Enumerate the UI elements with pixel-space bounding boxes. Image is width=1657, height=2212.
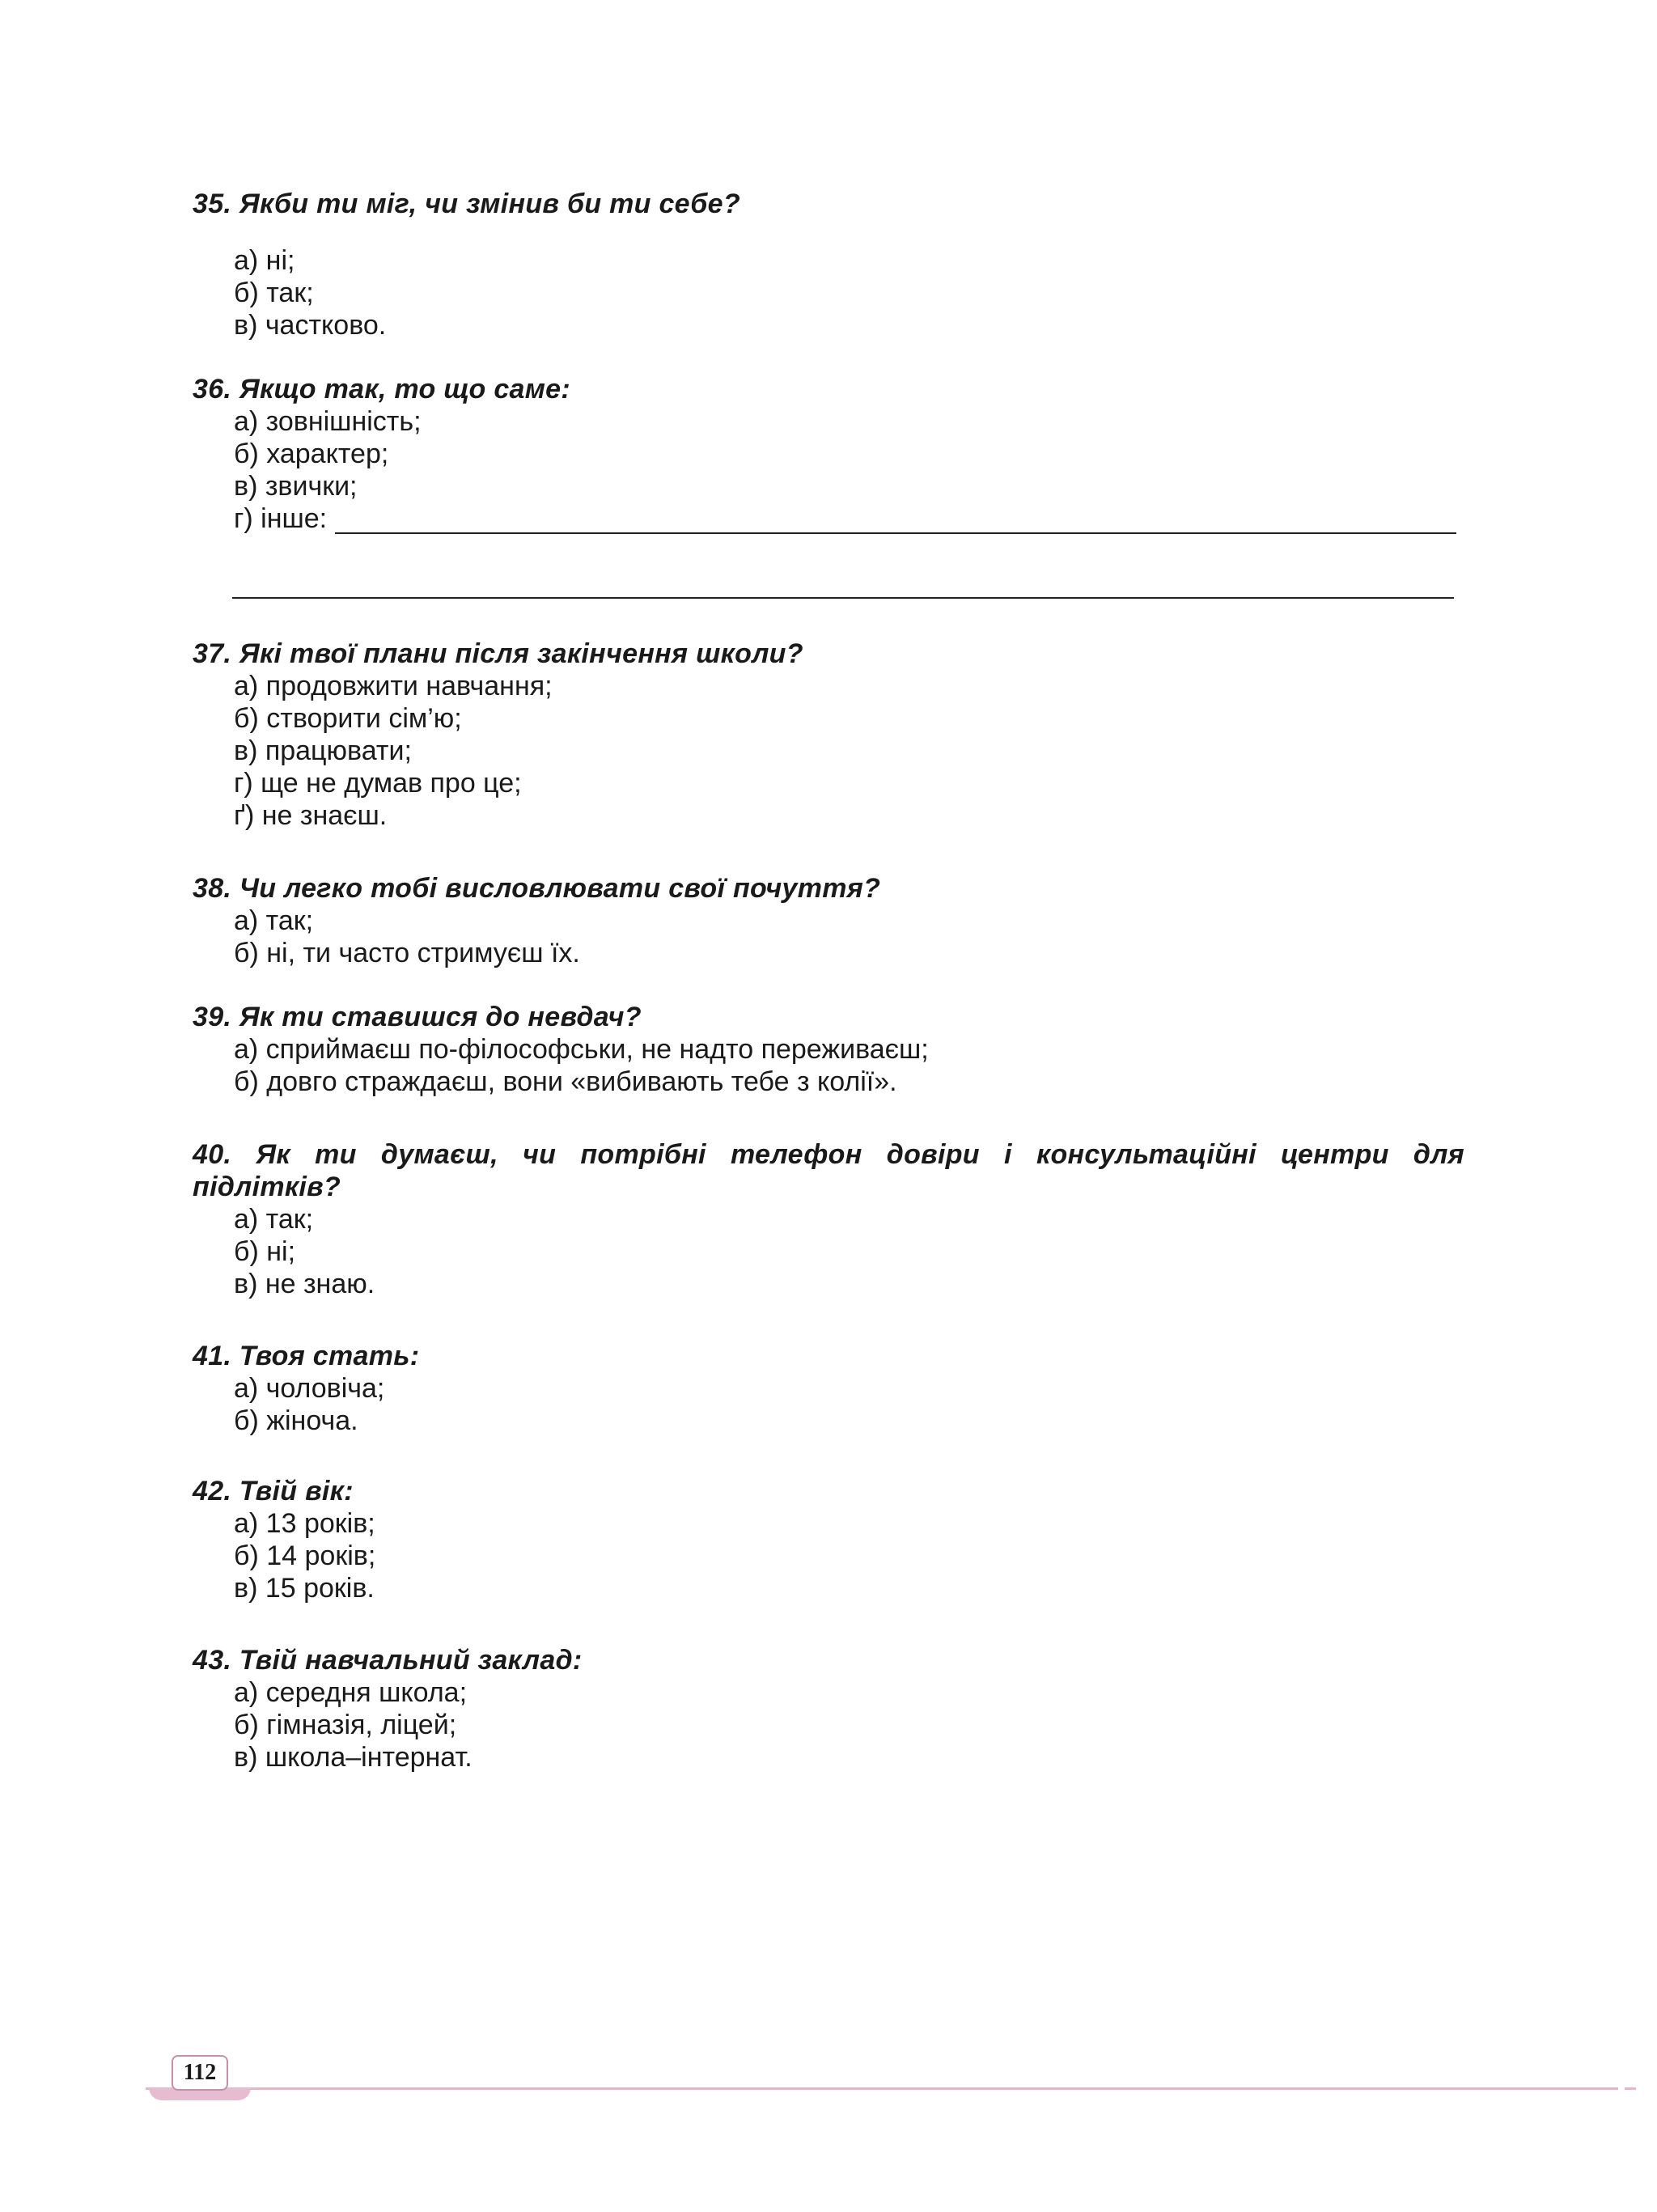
question-40-option-b: б) ні; [234,1236,296,1267]
question-37-option-c: в) працювати; [234,735,412,766]
question-38-option-a: а) так; [234,905,314,936]
footer-rule [146,2087,1618,2090]
other-answer-line-1[interactable] [335,532,1456,534]
question-37-option-a: а) продовжити навчання; [234,671,553,701]
question-36-option-b: б) характер; [234,439,389,469]
question-35-option-a: а) ні; [234,245,295,276]
question-37-option-e: ґ) не знаєш. [234,800,388,831]
question-37-option-b: б) створити сім’ю; [234,703,462,734]
question-43-option-b: б) гімназія, ліцей; [234,1710,457,1740]
question-39-option-a: а) сприймаєш по-філософськи, не надто переживаєш; [234,1034,929,1065]
question-42-title: 42. Твій вік: [193,1476,354,1506]
question-42-option-a: а) 13 років; [234,1508,375,1539]
question-41-option-b: б) жіноча. [234,1405,358,1436]
question-39-title: 39. Як ти ставишся до невдач? [193,1002,642,1032]
question-36-option-c: в) звички; [234,471,358,502]
question-36-title: 36. Якщо так, то що саме: [193,374,571,405]
footer-rule-end [1625,2087,1636,2090]
question-37-title: 37. Які твої плани після закінчення школи? [193,638,803,669]
question-40-title-line-1: 40. Як ти думаєш, чи потрібні телефон довіри і консультаційні центри для [193,1139,1464,1170]
question-36-option-a: а) зовнішність; [234,406,422,437]
question-43-option-a: а) середня школа; [234,1677,468,1708]
question-40-option-c: в) не знаю. [234,1269,375,1299]
question-41-title: 41. Твоя стать: [193,1341,420,1371]
question-43-option-c: в) школа–інтернат. [234,1742,473,1773]
question-38-option-b: б) ні, ти часто стримуєш їх. [234,938,580,968]
question-35-option-b: б) так; [234,278,314,308]
question-43-title: 43. Твій навчальний заклад: [193,1645,583,1676]
question-42-option-b: б) 14 років; [234,1540,376,1571]
question-35-title: 35. Якби ти міг, чи змінив би ти себе? [193,189,740,219]
question-42-option-c: в) 15 років. [234,1573,375,1604]
question-39-option-b: б) довго страждаєш, вони «вибивають тебе з колії». [234,1066,897,1097]
question-35-option-c: в) частково. [234,310,387,341]
question-36-option-d: г) інше: [234,503,328,534]
question-38-title: 38. Чи легко тобі висловлювати свої почуття? [193,873,881,904]
question-41-option-a: а) чоловіча; [234,1373,385,1404]
other-answer-line-2[interactable] [232,597,1454,599]
page-number: 112 [172,2055,228,2091]
question-37-option-d: г) ще не думав про це; [234,768,522,799]
question-40-option-a: а) так; [234,1204,314,1235]
question-40-title-line-2: підлітків? [193,1172,341,1202]
